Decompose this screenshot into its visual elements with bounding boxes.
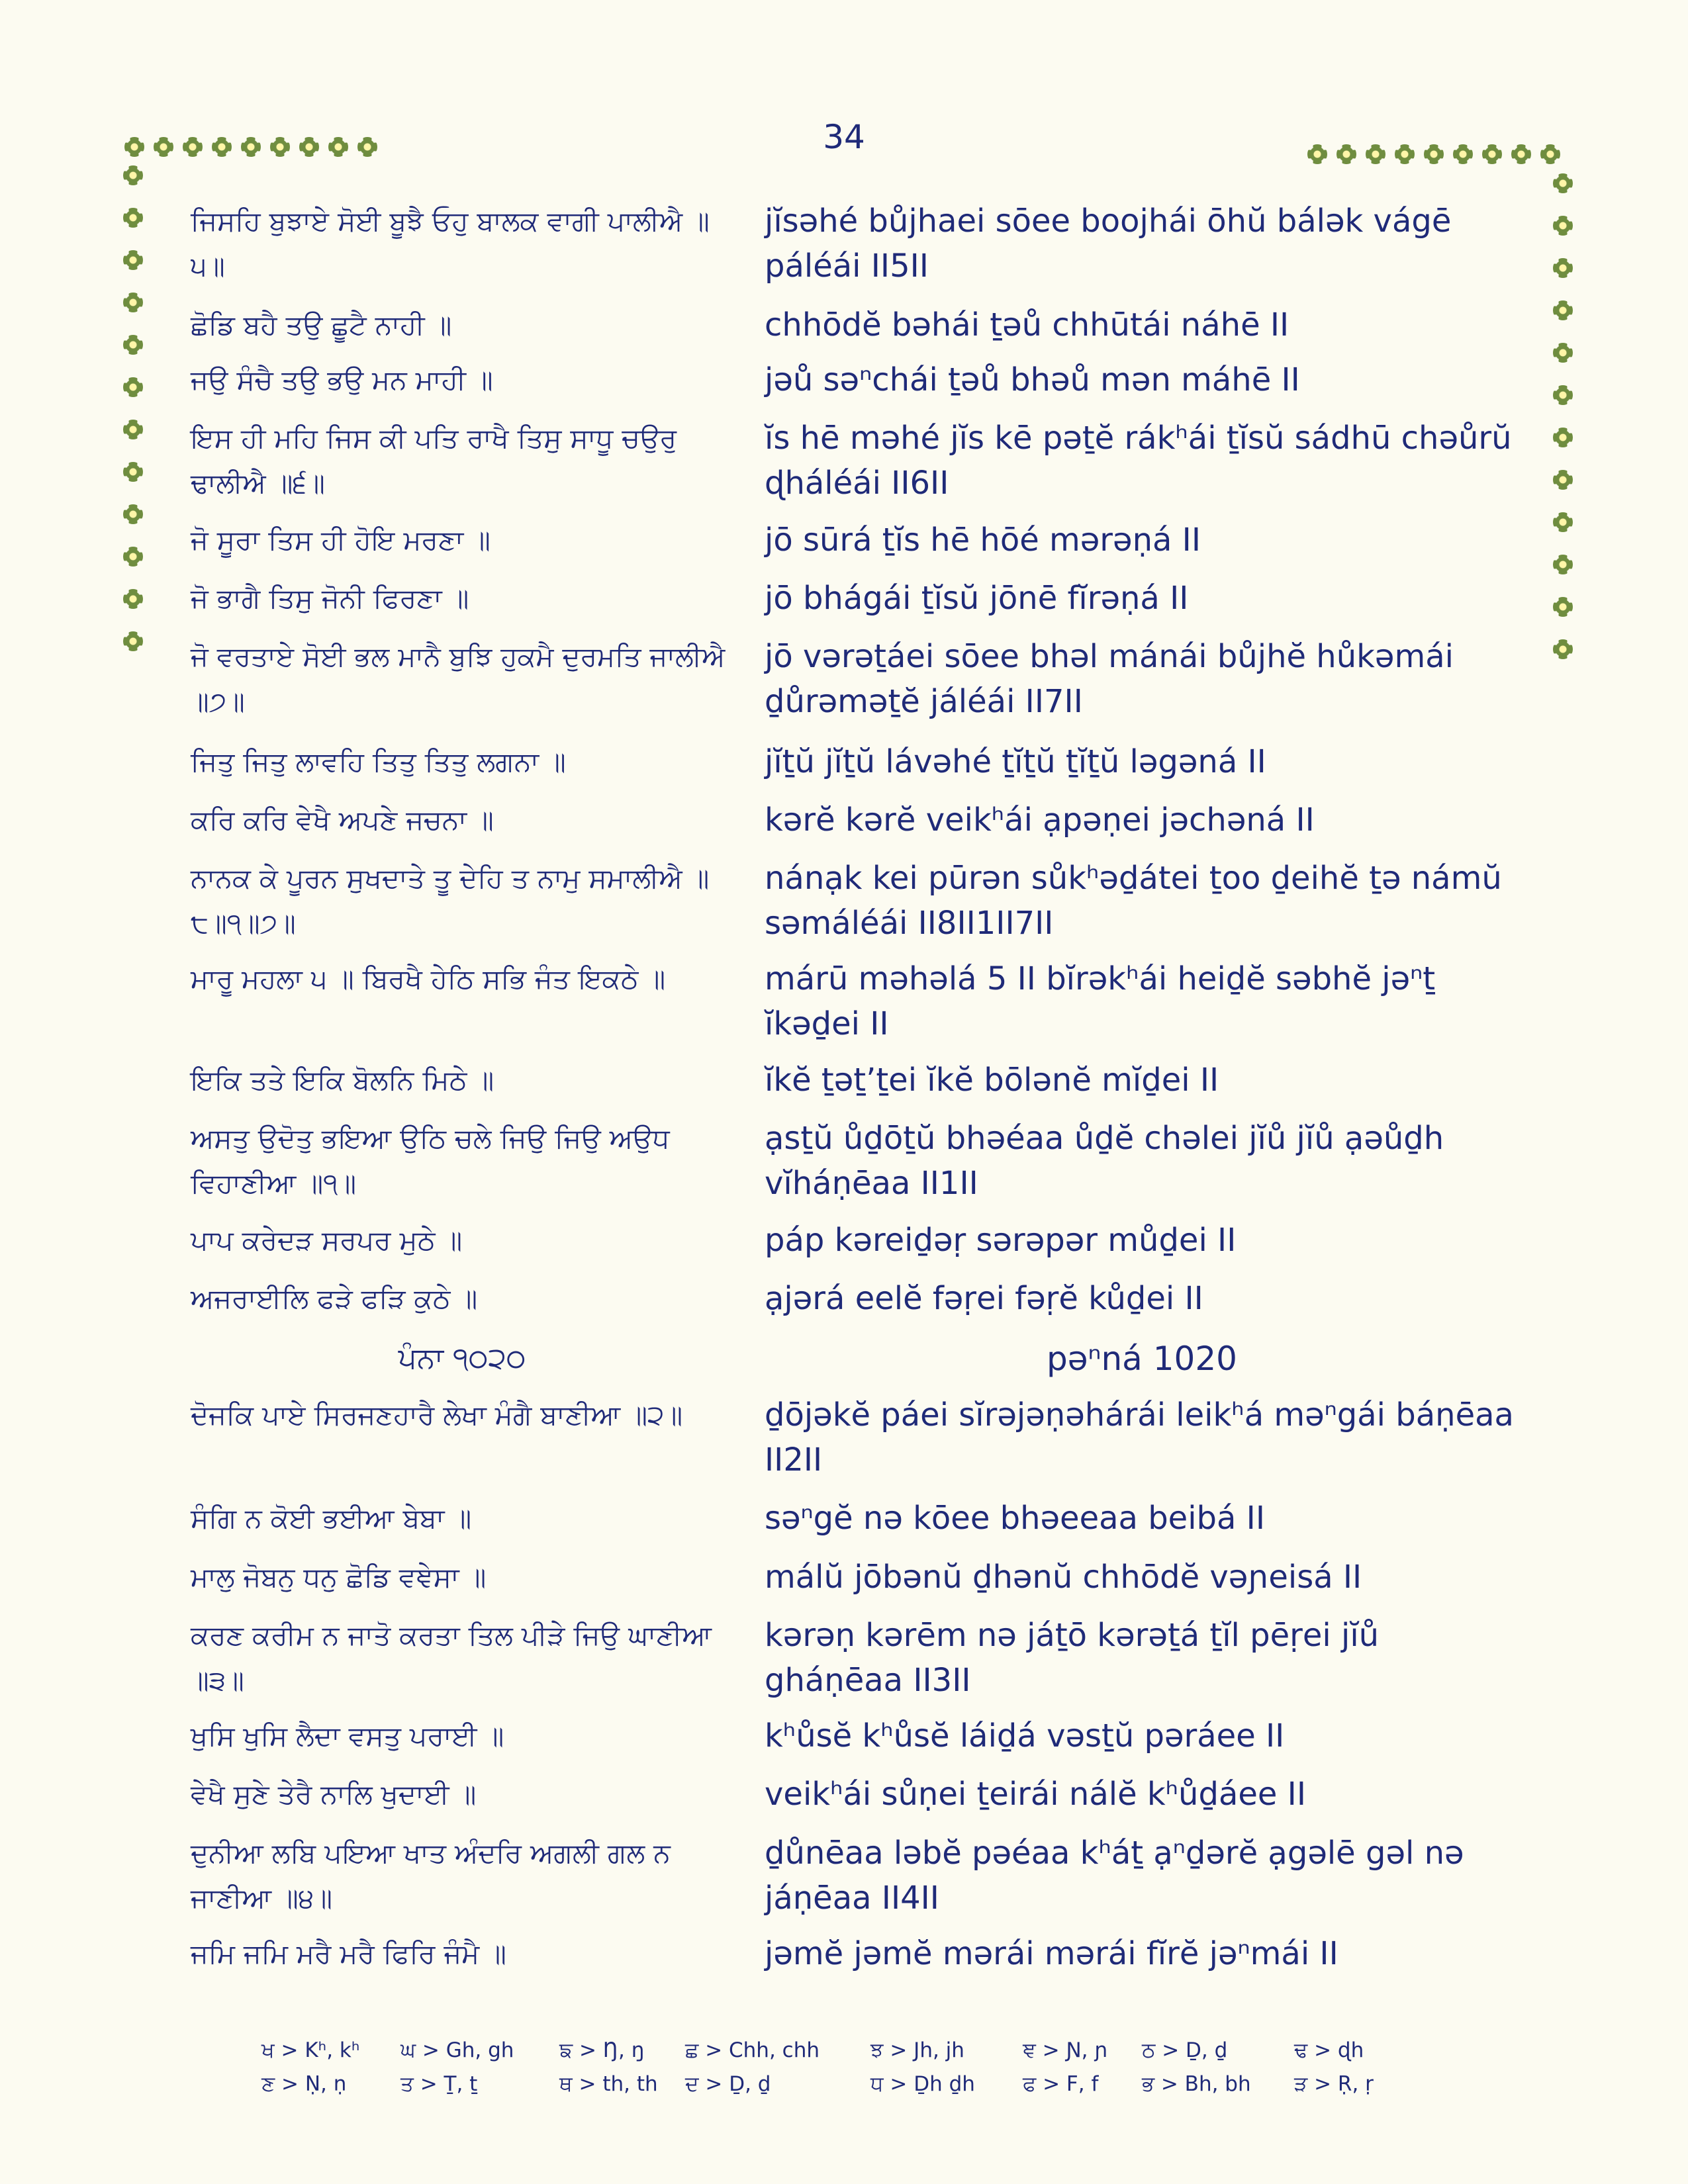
transliteration-text: veikʰái sůṇei ṯeirái nálĕ kʰůḏáee II — [765, 1776, 1306, 1813]
key-entry: ਞ > Ɲ, ɲ — [1023, 2038, 1108, 2062]
flower-ornament-icon — [1553, 512, 1573, 532]
gurmukhi-text: ਜਿਸਹਿ ਬੁਝਾਏ ਸੋਈ ਬੂਝੈ ਓਹੁ ਬਾਲਕ ਵਾਗੀ ਪਾਲੀਐ ॥੫॥ — [191, 205, 710, 282]
key-entry: ਘ > Gh, gh — [400, 2038, 514, 2062]
flower-ornament-icon — [123, 377, 143, 397]
key-entry: ਧ > Ḏh ḏh — [870, 2072, 975, 2096]
transliteration-text: chhōdĕ bəhái ṯəů chhūtái náhē II — [765, 306, 1289, 343]
flower-ornament-icon — [1366, 144, 1385, 164]
gurmukhi-text: ਨਾਨਕ ਕੇ ਪੂਰਨ ਸੁਖਦਾਤੇ ਤੂ ਦੇਹਿ ਤ ਨਾਮੁ ਸਮਾਲੀਐ ॥੮॥੧॥੭॥ — [191, 862, 710, 939]
flower-ornament-icon — [1336, 144, 1356, 164]
flower-ornament-icon — [123, 631, 143, 651]
transliteration-text: jō sūrá ṯĭs hē hōé mərəṇá II — [765, 522, 1201, 559]
page-marker-transliteration: pəⁿná 1020 — [1047, 1340, 1237, 1378]
flower-ornament-icon — [1395, 144, 1415, 164]
key-entry: ਢ > ɖh — [1294, 2038, 1364, 2062]
transliteration-text: ạsṯŭ ůḏōṯŭ bhəéaa ůḏĕ chəlei jĭů jĭů ạəůḏh vĭháṇēaa II1II — [765, 1120, 1444, 1202]
transliteration-text: səⁿgĕ nə kōee bhəeeaa beibá II — [765, 1500, 1265, 1537]
transliteration-text: nánạk kei pūrən sůkʰəḏátei ṯoo ḏeihĕ ṯə námŭ səmáléái II8II1II7II — [765, 860, 1502, 942]
key-entry: ਭ > Bh, bh — [1142, 2072, 1251, 2096]
key-entry: ਙ > Ŋ, ŋ — [559, 2038, 645, 2062]
gurmukhi-text: ਅਜਰਾਈਲਿ ਫੜੇ ਫੜਿ ਕੁਠੇ ॥ — [191, 1283, 478, 1314]
transliteration-text: ĭs hē məhé jĭs kē pəṯĕ rákʰái ṯĭsŭ sádhū chəůrŭ ɖháléái II6II — [765, 420, 1512, 502]
transliteration-text: jō bhágái ṯĭsŭ jōnē fĭrəṇá II — [765, 580, 1189, 617]
transliteration-text: jəmĕ jəmĕ mərái mərái fĭrĕ jəⁿmái II — [765, 1935, 1338, 1972]
flower-ornament-icon — [1553, 216, 1573, 236]
key-entry: ਥ > th, th — [559, 2072, 658, 2096]
key-entry: ਣ > Ṇ, ṇ — [261, 2072, 347, 2096]
gurmukhi-text: ਜਉ ਸੰਚੈ ਤਉ ਭਉ ਮਨ ਮਾਹੀ ॥ — [191, 364, 493, 396]
key-entry: ਠ > Ḏ, ḏ — [1142, 2038, 1228, 2062]
gurmukhi-text: ਜੋ ਸੂਰਾ ਤਿਸ ਹੀ ਹੋਇ ਮਰਣਾ ॥ — [191, 524, 491, 556]
gurmukhi-text: ਇਕਿ ਤਤੇ ਇਕਿ ਬੋਲਨਿ ਮਿਠੇ ॥ — [191, 1064, 494, 1096]
flower-ornament-icon — [123, 547, 143, 567]
transliteration-text: jəů səⁿchái ṯəů bhəů mən máhē II — [765, 361, 1300, 398]
flower-ornament-icon — [1553, 173, 1573, 193]
gurmukhi-text: ਛੋਡਿ ਬਹੈ ਤਉ ਛੂਟੈ ਨਾਹੀ ॥ — [191, 309, 452, 341]
flower-ornament-icon — [1553, 639, 1573, 659]
transliteration-text: ạjərá eelĕ fəṛei fəṛĕ kůḏei II — [765, 1280, 1203, 1317]
key-entry: ਫ > F, f — [1023, 2072, 1099, 2096]
flower-ornament-icon — [1553, 428, 1573, 447]
flower-ornament-icon — [1553, 597, 1573, 617]
key-entry: ੜ > Ṛ, ṛ — [1294, 2072, 1374, 2096]
gurmukhi-text: ਪਾਪ ਕਰੇਦੜ ਸਰਪਰ ਮੁਠੇ ॥ — [191, 1224, 463, 1256]
flower-ornament-icon — [1553, 343, 1573, 363]
gurmukhi-text: ਮਾਲੁ ਜੋਬਨੁ ਧਨੁ ਛੋਡਿ ਵਞੇਸਾ ॥ — [191, 1561, 487, 1593]
gurmukhi-text: ਦੁਨੀਆ ਲਬਿ ਪਇਆ ਖਾਤ ਅੰਦਰਿ ਅਗਲੀ ਗਲ ਨ ਜਾਣੀਆ ॥੪॥ — [191, 1837, 671, 1914]
flower-ornament-icon — [1553, 555, 1573, 574]
gurmukhi-text: ਸੰਗਿ ਨ ਕੋਈ ਭਈਆ ਬੇਬਾ ॥ — [191, 1502, 472, 1534]
flower-ornament-icon — [124, 137, 144, 157]
gurmukhi-text: ਵੇਖੈ ਸੁਣੇ ਤੇਰੈ ਨਾਲਿ ਖੁਦਾਈ ॥ — [191, 1778, 477, 1810]
key-entry: ਖ > Kʰ, kʰ — [261, 2038, 360, 2062]
gurmukhi-text: ਜੋ ਵਰਤਾਏ ਸੋਈ ਭਲ ਮਾਨੈ ਬੁਝਿ ਹੁਕਮੈ ਦੁਰਮਤਿ ਜਾਲੀਐ ॥੭॥ — [191, 641, 726, 717]
flower-ornament-icon — [241, 137, 261, 157]
key-entry: ਤ > Ṯ, ṯ — [400, 2072, 478, 2096]
flower-ornament-icon — [123, 208, 143, 228]
key-entry: ਦ > Ḏ, ḏ — [685, 2072, 771, 2096]
flower-ornament-icon — [183, 137, 203, 157]
transliteration-text: kərĕ kərĕ veikʰái ạpəṇei jəchəná II — [765, 801, 1315, 839]
flower-ornament-icon — [123, 420, 143, 439]
page-number: 34 — [823, 118, 865, 156]
transliteration-text: páp kəreiḏəṛ sərəpər můḏei II — [765, 1222, 1237, 1259]
gurmukhi-text: ਦੋਜਕਿ ਪਾਏ ਸਿਰਜਣਹਾਰੈ ਲੇਖਾ ਮੰਗੈ ਬਾਣੀਆ ॥੨॥ — [191, 1399, 683, 1431]
flower-ornament-icon — [123, 335, 143, 355]
gurmukhi-text: ਕਰਣ ਕਰੀਮ ਨ ਜਾਤੋ ਕਰਤਾ ਤਿਲ ਪੀੜੇ ਜਿਉ ਘਾਣੀਆ ॥੩॥ — [191, 1619, 712, 1696]
transliteration-text: ḏōjəkĕ páei sĭrəjəṇəhárái leikʰá məⁿgái báṇēaa II2II — [765, 1396, 1514, 1479]
gurmukhi-text: ਮਾਰੂ ਮਹਲਾ ੫ ॥ ਬਿਰਖੈ ਹੇਠਿ ਸਭਿ ਜੰਤ ਇਕਠੇ ॥ — [191, 963, 666, 995]
flower-ornament-icon — [1540, 144, 1560, 164]
transliteration-text: málŭ jōbənŭ ḏhənŭ chhōdĕ vəɲeisá II — [765, 1559, 1362, 1596]
transliteration-text: jō vərəṯáei sōee bhəl mánái bůjhĕ hůkəmái ḏůrəməṯĕ jáléái II7II — [765, 638, 1454, 720]
key-entry: ਝ > Jh, jh — [870, 2038, 964, 2062]
flower-ornament-icon — [123, 165, 143, 185]
flower-ornament-icon — [1307, 144, 1327, 164]
flower-ornament-icon — [154, 137, 173, 157]
flower-ornament-icon — [1553, 470, 1573, 490]
gurmukhi-text: ਜਮਿ ਜਮਿ ਮਰੈ ਮਰੈ ਫਿਰਿ ਜੰਮੈ ॥ — [191, 1938, 506, 1970]
flower-ornament-icon — [1553, 258, 1573, 278]
flower-ornament-icon — [1453, 144, 1473, 164]
gurmukhi-text: ਅਸਤੁ ਉਦੋਤੁ ਭਇਆ ਉਠਿ ਚਲੇ ਜਿਉ ਜਿਉ ਅਉਧ ਵਿਹਾਣੀਆ ॥੧॥ — [191, 1122, 670, 1199]
flower-ornament-icon — [123, 589, 143, 609]
transliteration-text: ĭkĕ ṯəṯ’ṯei ĭkĕ bōlənĕ mĭḏei II — [765, 1062, 1219, 1099]
flower-ornament-icon — [123, 250, 143, 270]
flower-ornament-icon — [328, 137, 348, 157]
flower-ornament-icon — [299, 137, 319, 157]
flower-ornament-icon — [1511, 144, 1531, 164]
transliteration-text: ḏůnēaa ləbĕ pəéaa kʰáṯ ạⁿḏərĕ ạgəlē gəl nə jáṇēaa II4II — [765, 1835, 1464, 1917]
gurmukhi-text: ਜਿਤੁ ਜਿਤੁ ਲਾਵਹਿ ਤਿਤੁ ਤਿਤੁ ਲਗਨਾ ॥ — [191, 746, 566, 778]
transliteration-text: márū məhəlá 5 II bĭrəkʰái heiḏĕ səbhĕ jəⁿṯ ĭkəḏei II — [765, 960, 1436, 1042]
flower-ornament-icon — [123, 462, 143, 482]
gurmukhi-text: ਕਰਿ ਕਰਿ ਵੇਖੈ ਅਪਣੇ ਜਚਨਾ ॥ — [191, 804, 494, 836]
gurmukhi-text: ਜੋ ਭਾਗੈ ਤਿਸੁ ਜੋਨੀ ਫਿਰਣਾ ॥ — [191, 582, 469, 614]
gurmukhi-text: ਖੁਸਿ ਖੁਸਿ ਲੈਦਾ ਵਸਤੁ ਪਰਾਈ ॥ — [191, 1720, 504, 1752]
key-entry: ਛ > Chh, chh — [685, 2038, 820, 2062]
transliteration-text: jĭsəhé bůjhaei sōee boojhái ōhŭ bálək vágē páléái II5II — [765, 203, 1452, 285]
flower-ornament-icon — [1553, 300, 1573, 320]
page-marker-gurmukhi: ਪੰਨਾ ੧੦੨੦ — [398, 1342, 526, 1375]
flower-ornament-icon — [212, 137, 232, 157]
gurmukhi-text: ਇਸ ਹੀ ਮਹਿ ਜਿਸ ਕੀ ਪਤਿ ਰਾਖੈ ਤਿਸੁ ਸਾਧੂ ਚਉਰੁ ਢਾਲੀਐ ॥੬॥ — [191, 422, 677, 499]
flower-ornament-icon — [123, 293, 143, 312]
flower-ornament-icon — [270, 137, 290, 157]
flower-ornament-icon — [123, 504, 143, 524]
flower-ornament-icon — [1553, 385, 1573, 405]
transliteration-text: kərəṇ kərēm nə jáṯō kərəṯá ṯĭl pēṛei jĭů gháṇēaa II3II — [765, 1617, 1380, 1699]
flower-ornament-icon — [1424, 144, 1444, 164]
flower-ornament-icon — [357, 137, 377, 157]
transliteration-text: jĭṯŭ jĭṯŭ lávəhé ṯĭṯŭ ṯĭṯŭ ləgəná II — [765, 743, 1266, 780]
flower-ornament-icon — [1482, 144, 1502, 164]
transliteration-text: kʰůsĕ kʰůsĕ láiḏá vəsṯŭ pəráee II — [765, 1717, 1285, 1754]
